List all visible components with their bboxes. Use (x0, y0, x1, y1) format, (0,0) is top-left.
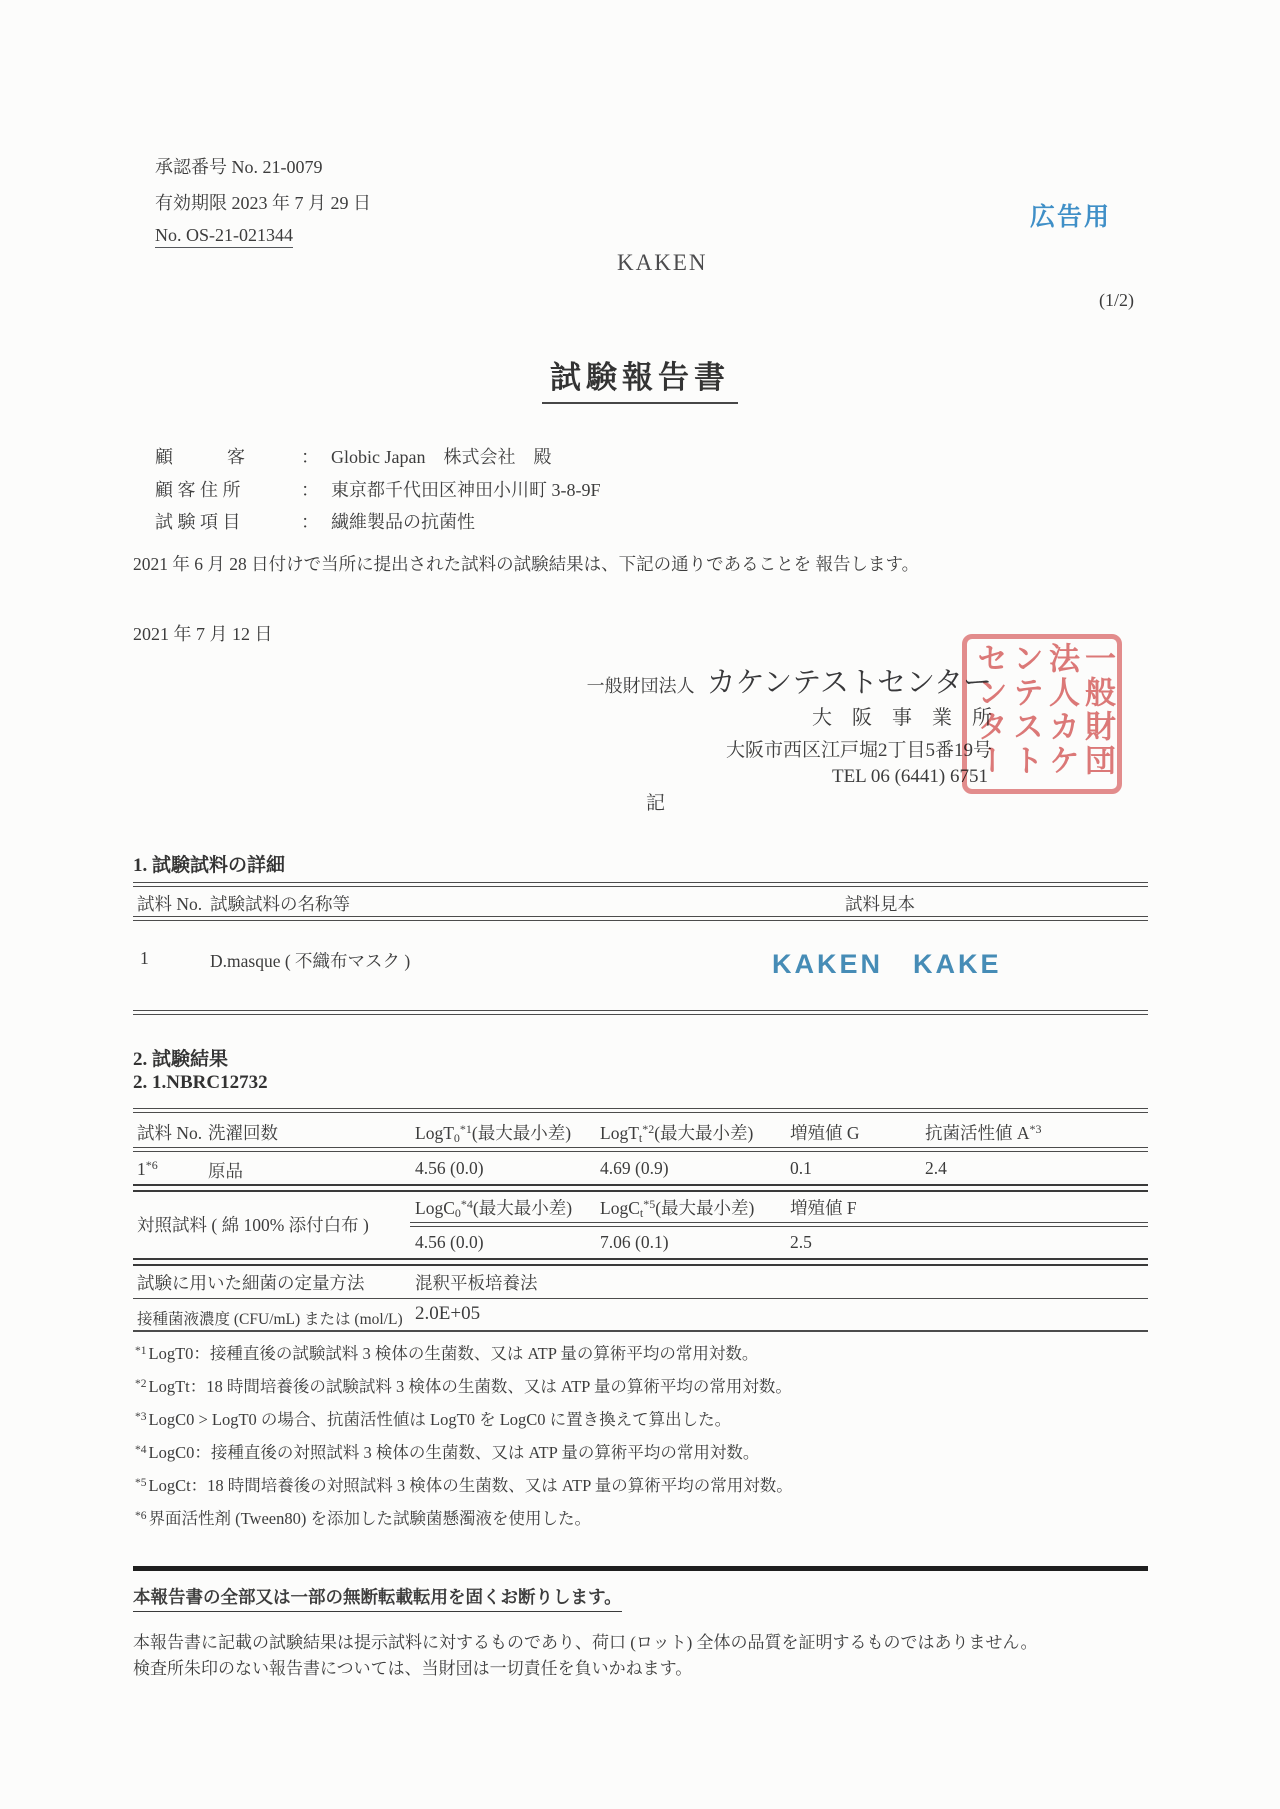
document-title: 試験報告書 (542, 352, 738, 404)
results-col-no: 試料 No. (137, 1123, 203, 1143)
customer-value: Globic Japan 株式会社 殿 (331, 447, 552, 467)
table-rule (133, 1298, 1148, 1299)
customer-label: 顧 客 (155, 447, 245, 467)
footer-notice-reproduction: 本報告書の全部又は一部の無断転載転用を固くお断りします。 (133, 1584, 622, 1612)
control-f: 2.5 (790, 1232, 812, 1252)
customer-address-value: 東京都千代田区神田小川町 3-8-9F (331, 480, 601, 500)
organization-line (587, 660, 992, 701)
customer-row (155, 443, 551, 469)
branch-office: 大 阪 事 業 所 (812, 707, 992, 729)
sample-name-header: 試験試料の名称等 (210, 894, 350, 914)
footer-divider (133, 1566, 1148, 1571)
separator: ： (301, 480, 319, 500)
record-mark: 記 (646, 793, 666, 814)
row1-t0: 4.56 (0.0) (415, 1158, 484, 1178)
sample-no-header: 試料 No. (137, 894, 203, 914)
office-address: 大阪市西区江戸堀2丁目5番19号 (725, 740, 992, 761)
footnote-item: $^{*4}$ LogC0：接種直後の対照試料 3 検体の生菌数、又は ATP 量の算術平均の常用対数。 (135, 1443, 760, 1462)
method-value: 混釈平板培養法 (415, 1273, 538, 1293)
table-rule (133, 1258, 1148, 1266)
official-seal-stamp (962, 634, 1122, 794)
office-tel: TEL 06 (6441) 6751 (831, 766, 988, 787)
results-col-wash: 洗濯回数 (208, 1123, 278, 1143)
table-rule (133, 1010, 1148, 1015)
report-date: 2021 年 7 月 12 日 (133, 624, 273, 644)
footer-notice-seal: 検査所朱印のない報告書については、当財団は一切責任を負いかねます。 (133, 1659, 693, 1678)
organization-prefix: 一般財団法人 (586, 676, 695, 696)
separator: ： (301, 512, 319, 532)
sample-print-kaken: KAKEN KAKE (772, 949, 1002, 979)
section1-heading: 1. 試験試料の詳細 (133, 855, 286, 876)
validity-date: 有効期限 2023 年 7 月 29 日 (155, 193, 371, 213)
control-col-ct: LogC$_t^{*5}$(最大最小差) (600, 1197, 755, 1220)
footnote-item: $^{*6}$ 界面活性剤 (Tween80) を添加した試験菌懸濁液を使用した。 (135, 1509, 591, 1528)
intro-text: 2021 年 6 月 28 日付けで当所に提出された試料の試験結果は、下記の通りであることを 報告します。 (133, 554, 920, 574)
footnote-item: $^{*3}$ LogC0 > LogT0 の場合、抗菌活性値は LogT0 を LogC0 に置き換えて算出した。 (135, 1410, 732, 1429)
row1-wash: 原品 (208, 1161, 243, 1181)
control-col-f: 増殖値 F (790, 1198, 857, 1218)
separator: ： (301, 447, 319, 467)
results-col-a: 抗菌活性値 $A^{*3}$ (925, 1122, 1042, 1143)
table-rule (133, 1330, 1148, 1332)
results-col-tt: LogT$_t^{*2}$(最大最小差) (600, 1122, 754, 1145)
section2-subheading: 2. 1.NBRC12732 (133, 1072, 268, 1093)
test-item-row (155, 508, 475, 534)
table-rule (133, 1108, 1148, 1113)
test-item-label: 試 験 項 目 (155, 512, 241, 532)
control-label: 対照試料 ( 綿 100% 添付白布 ) (137, 1215, 369, 1235)
stamp-text: 一般財団法人カケンテストセンター (972, 642, 1115, 778)
table-rule (133, 882, 1148, 887)
row1-a: 2.4 (925, 1158, 947, 1178)
control-col-c0: LogC$_0^{*4}$(最大最小差) (415, 1197, 573, 1220)
organization-name: カケンテストセンター (706, 667, 992, 699)
results-col-t0: LogT$_0^{*1}$(最大最小差) (415, 1122, 572, 1145)
page-number: (1/2) (1099, 290, 1134, 310)
row1-no: 1$^{*6}$ (137, 1158, 158, 1179)
sample-name-cell: D.masque ( 不織布マスク ) (210, 951, 411, 971)
control-c0: 4.56 (0.0) (415, 1232, 484, 1252)
table-rule (133, 1147, 1148, 1152)
sample-no-cell: 1 (140, 948, 149, 968)
customer-address-label: 顧 客 住 所 (155, 480, 241, 500)
test-item-value: 繊維製品の抗菌性 (331, 512, 475, 532)
customer-address-row (155, 476, 601, 502)
table-rule (133, 916, 1148, 921)
results-col-g: 増殖値 G (790, 1123, 860, 1143)
footnote-item: $^{*1}$ LogT0：接種直後の試験試料 3 検体の生菌数、又は ATP 量の算術平均の常用対数。 (135, 1344, 759, 1363)
inoculum-value: 2.0E+05 (415, 1303, 481, 1324)
footnote-item: $^{*5}$ LogCt：18 時間培養後の対照試料 3 検体の生菌数、又は ATP 量の算術平均の常用対数。 (135, 1476, 793, 1495)
table-rule (133, 1184, 1148, 1192)
method-label: 試験に用いた細菌の定量方法 (137, 1273, 365, 1293)
table-subrule (410, 1222, 1148, 1227)
approval-number: 承認番号 No. 21-0079 (155, 157, 323, 177)
control-ct: 7.06 (0.1) (600, 1232, 669, 1252)
footer-notice-lot: 本報告書に記載の試験結果は提示試料に対するものであり、荷口 (ロット) 全体の品質を証明するものではありません。 (133, 1633, 1038, 1652)
row1-tt: 4.69 (0.9) (600, 1158, 669, 1178)
inoculum-label: 接種菌液濃度 (CFU/mL) または (mol/L) (137, 1311, 403, 1328)
report-number: No. OS-21-021344 (155, 225, 293, 248)
footnotes (135, 1336, 793, 1534)
advertising-use-label: 広告用 (1030, 203, 1112, 231)
sample-specimen-header: 試料見本 (845, 894, 915, 914)
section2-heading: 2. 試験結果 (133, 1049, 229, 1070)
kaken-logo: KAKEN (617, 250, 708, 275)
footnote-item: $^{*2}$ LogTt：18 時間培養後の試験試料 3 検体の生菌数、又は ATP 量の算術平均の常用対数。 (135, 1377, 792, 1396)
row1-g: 0.1 (790, 1158, 812, 1178)
